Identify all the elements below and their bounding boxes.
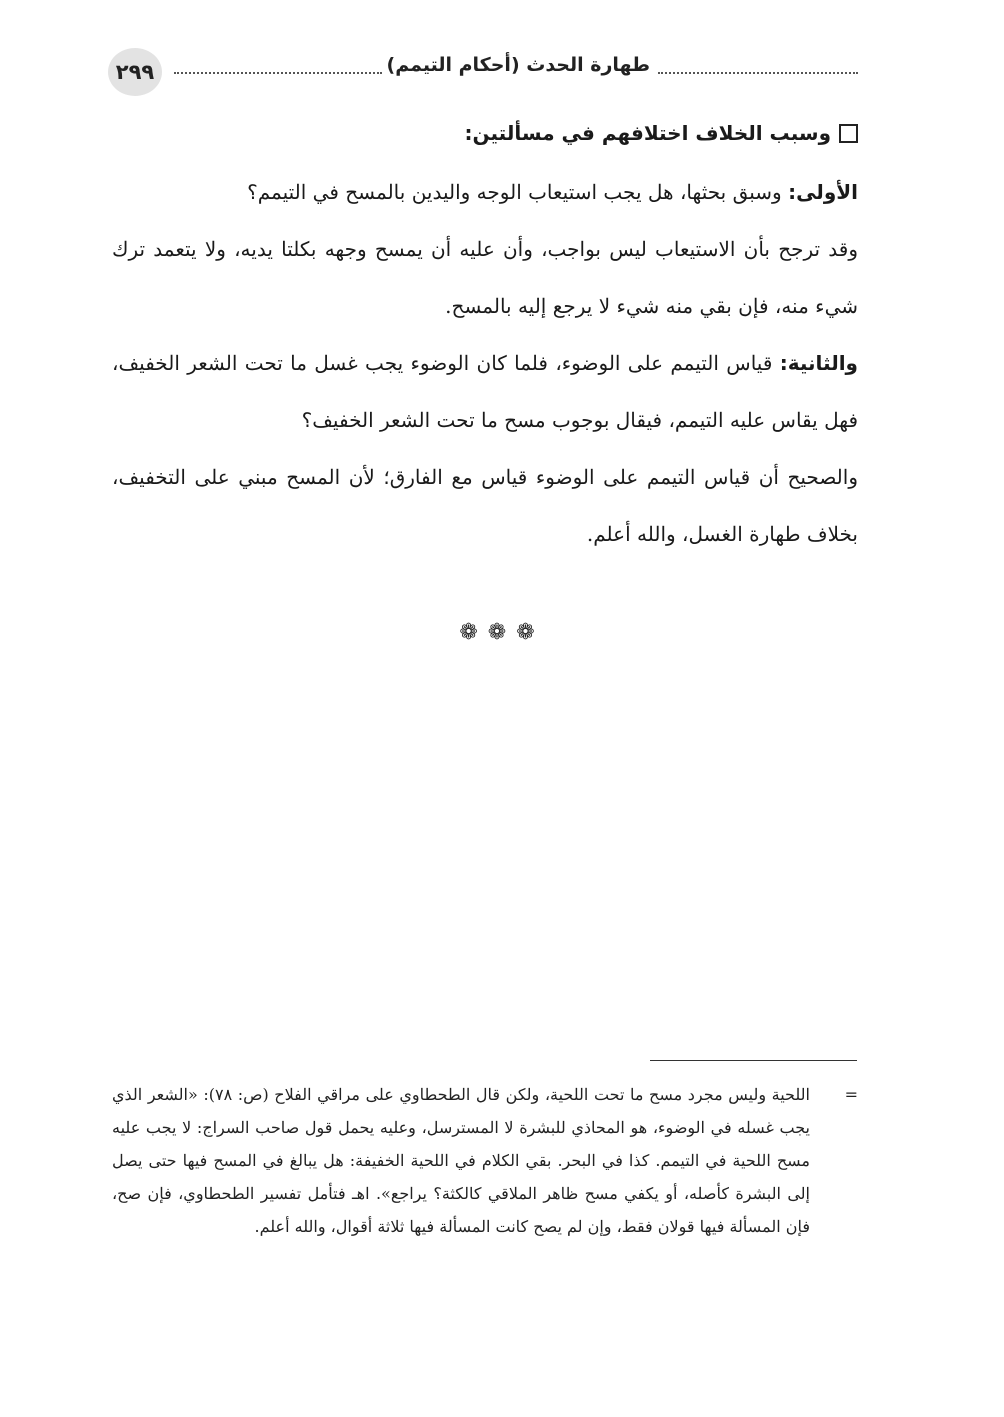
paragraph-text: والصحيح أن قياس التيمم على الوضوء قياس مع الفارق؛ لأن المسح مبني على التخفيف، بخلاف طهارة الغسل، والله أعلم. bbox=[112, 465, 858, 546]
paragraph-lead: والثانية: bbox=[779, 351, 858, 375]
paragraph-text: قياس التيمم على الوضوء، فلما كان الوضوء يجب غسل ما تحت الشعر الخفيف، فهل يقاس عليه التيمم، فيقال بوجوب مسح ما تحت الشعر الخفيف؟ bbox=[112, 351, 858, 432]
footnote-text: اللحية وليس مجرد مسح ما تحت اللحية، ولكن قال الطحطاوي على مراقي الفلاح (ص: ٧٨): «الشعر الذي يجب غسله في الوضوء، هو المحاذي للبشرة لا المسترسل، وعليه يحمل قول صاحب السراج: لا يجب عليه مسح اللحية في التيمم. كذا في البحر. بقي الكلام في اللحية الخفيفة: هل يبالغ في المسح فيها حتى يصل إلى البشرة كأصله، أو يكفي مسح ظاهر الملاقي كالكثة؟ يراجع». اهـ فتأمل تفسير الطحطاوي، فإن صح، فإن المسألة فيها قولان فقط، وإن لم يصح كانت المسألة فيها ثلاثة أقوال، والله أعلم. bbox=[112, 1085, 810, 1236]
section-heading-text: وسبب الخلاف اختلافهم في مسألتين: bbox=[464, 121, 831, 145]
section-heading bbox=[112, 112, 858, 154]
square-bullet-icon bbox=[839, 124, 858, 143]
header-dotted-leader-left bbox=[174, 72, 382, 74]
footnote-divider bbox=[650, 1060, 857, 1061]
footnote bbox=[112, 1078, 858, 1243]
running-title: طهارة الحدث (أحكام التيمم) bbox=[386, 54, 650, 76]
footnote-continuation-marker: = bbox=[844, 1085, 858, 1104]
paragraph-3 bbox=[112, 335, 858, 449]
ornament-separator: ❁❁❁ bbox=[459, 620, 545, 645]
paragraph-text: وسبق بحثها، هل يجب استيعاب الوجه واليدين بالمسح في التيمم؟ bbox=[247, 180, 789, 204]
page-number: ٢٩٩ bbox=[108, 48, 162, 96]
paragraph-text: وقد ترجح بأن الاستيعاب ليس بواجب، وأن عليه أن يمسح وجهه بكلتا يديه، ولا يتعمد ترك شيء منه، فإن بقي منه شيء لا يرجع إليه بالمسح. bbox=[112, 237, 858, 318]
page-header bbox=[108, 48, 858, 100]
paragraph-lead: الأولى: bbox=[788, 180, 858, 204]
main-content bbox=[112, 112, 858, 563]
paragraph-1 bbox=[112, 164, 858, 221]
paragraph-4 bbox=[112, 449, 858, 563]
header-dotted-leader-right bbox=[658, 72, 858, 74]
paragraph-2 bbox=[112, 221, 858, 335]
